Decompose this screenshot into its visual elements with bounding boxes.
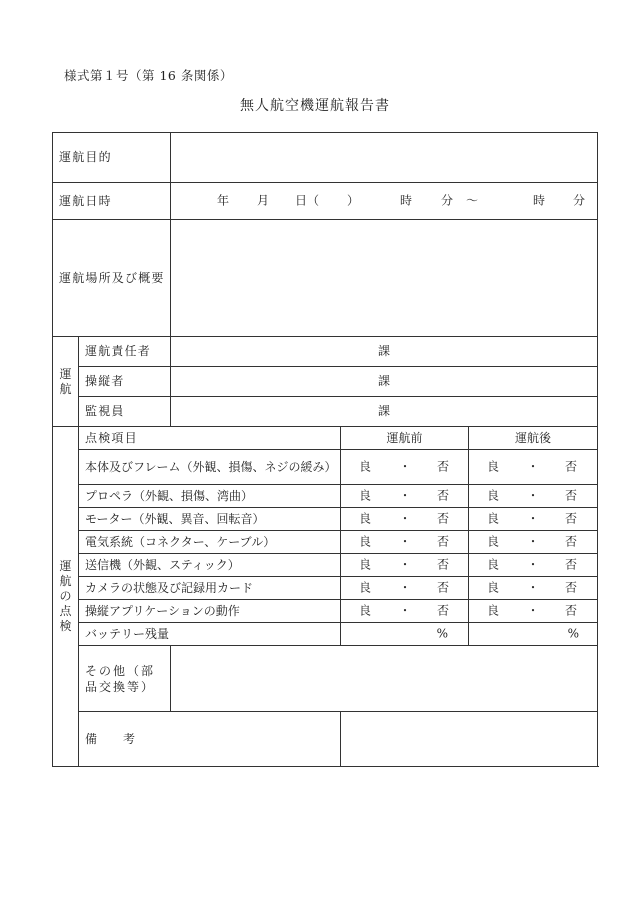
ng-option[interactable]: 否 [437, 580, 450, 595]
dept-unit: 課 [378, 404, 391, 418]
day-unit: 日（ [295, 193, 320, 208]
separator-dot: ・ [399, 557, 412, 572]
before-check-field[interactable] [341, 485, 469, 508]
purpose-label: 運航目的 [53, 133, 171, 183]
ng-option[interactable]: 否 [565, 459, 578, 474]
inspection-group-char: 点 [59, 604, 72, 618]
ng-option[interactable]: 否 [437, 534, 450, 549]
inspection-group-label [53, 427, 79, 767]
inspection-row [53, 508, 598, 531]
crew-role-label: 運航責任者 [79, 337, 171, 367]
before-check-field[interactable] [341, 531, 469, 554]
purpose-row [53, 133, 598, 183]
inspection-group-char: 運 [59, 559, 72, 573]
inspection-item-label: 送信機（外観、スティック） [79, 554, 341, 577]
datetime-row [53, 183, 598, 220]
minute-unit-start: 分 [441, 193, 454, 208]
inspection-row [53, 554, 598, 577]
crew-role-label: 操縦者 [79, 367, 171, 397]
ng-option[interactable]: 否 [565, 557, 578, 572]
ng-option[interactable]: 否 [565, 580, 578, 595]
ok-option[interactable]: 良 [487, 511, 500, 526]
page-title: 無人航空機運航報告書 [240, 98, 390, 114]
other-row [53, 646, 598, 712]
separator-dot: ・ [399, 488, 412, 503]
after-check-field[interactable] [469, 554, 598, 577]
ng-option[interactable]: 否 [565, 488, 578, 503]
inspection-item-label: 本体及びフレーム（外観、損傷、ネジの緩み） [79, 450, 341, 485]
separator-dot: ・ [527, 488, 540, 503]
report-form [52, 132, 598, 767]
ng-option[interactable]: 否 [565, 603, 578, 618]
ok-option[interactable]: 良 [487, 603, 500, 618]
crew-row [53, 397, 598, 427]
remarks-label: 備考 [79, 712, 341, 767]
before-check-field[interactable] [341, 600, 469, 623]
location-field[interactable] [171, 220, 598, 337]
purpose-field[interactable] [171, 133, 598, 183]
separator-dot: ・ [399, 580, 412, 595]
dept-unit: 課 [378, 374, 391, 388]
separator-dot: ・ [399, 534, 412, 549]
crew-role-label: 監視員 [79, 397, 171, 427]
inspection-item-label: カメラの状態及び記録用カード [79, 577, 341, 600]
inspection-row [53, 577, 598, 600]
inspection-item-label: プロペラ（外観、損傷、湾曲） [79, 485, 341, 508]
percent-unit: % [567, 626, 580, 641]
ok-option[interactable]: 良 [359, 580, 372, 595]
inspection-group-char: 航 [59, 574, 72, 588]
datetime-label: 運航日時 [53, 183, 171, 220]
other-field[interactable] [171, 646, 598, 712]
crew-row [53, 367, 598, 397]
crew-dept-field[interactable] [171, 367, 598, 397]
ok-option[interactable]: 良 [487, 557, 500, 572]
ok-option[interactable]: 良 [359, 459, 372, 474]
separator-dot: ・ [399, 511, 412, 526]
inspection-item-label: 操縦アプリケーションの動作 [79, 600, 341, 623]
separator-dot: ・ [527, 534, 540, 549]
other-label: その他（部品交換等） [79, 646, 171, 712]
month-unit: 月 [257, 193, 270, 208]
location-row [53, 220, 598, 337]
percent-unit: % [436, 626, 448, 641]
remarks-row [53, 712, 598, 767]
battery-row [53, 623, 598, 646]
crew-dept-field[interactable] [171, 337, 598, 367]
datetime-field[interactable] [171, 183, 598, 220]
battery-before-field[interactable] [341, 623, 469, 646]
separator-dot: ・ [527, 459, 540, 474]
ok-option[interactable]: 良 [359, 534, 372, 549]
year-unit: 年 [217, 193, 230, 208]
crew-group-label [53, 337, 79, 427]
ok-option[interactable]: 良 [359, 603, 372, 618]
after-check-field[interactable] [469, 600, 598, 623]
separator-dot: ・ [527, 603, 540, 618]
after-check-field[interactable] [469, 508, 598, 531]
ok-option[interactable]: 良 [359, 488, 372, 503]
crew-row [53, 337, 598, 367]
inspection-group-char: の [59, 589, 72, 603]
ok-option[interactable]: 良 [487, 534, 500, 549]
ok-option[interactable]: 良 [487, 459, 500, 474]
before-header: 運航前 [341, 427, 469, 450]
after-check-field[interactable] [469, 577, 598, 600]
inspection-row [53, 450, 598, 485]
dept-unit: 課 [378, 344, 391, 358]
hour-unit-start: 時 [400, 193, 413, 208]
after-check-field[interactable] [469, 485, 598, 508]
form-number: 様式第１号（第 16 条関係） [64, 68, 233, 83]
inspection-group-char: 検 [59, 619, 72, 633]
separator-dot: ・ [527, 557, 540, 572]
hour-unit-end: 時 [533, 193, 546, 208]
inspection-row [53, 600, 598, 623]
before-check-field[interactable] [341, 577, 469, 600]
ok-option[interactable]: 良 [359, 511, 372, 526]
ok-option[interactable]: 良 [487, 580, 500, 595]
before-check-field[interactable] [341, 450, 469, 485]
range-tilde: ～ [466, 193, 479, 208]
ng-option[interactable]: 否 [437, 603, 450, 618]
after-check-field[interactable] [469, 450, 598, 485]
location-label: 運航場所及び概要 [53, 220, 171, 337]
ng-option[interactable]: 否 [565, 511, 578, 526]
separator-dot: ・ [527, 580, 540, 595]
separator-dot: ・ [399, 603, 412, 618]
before-check-field[interactable] [341, 554, 469, 577]
inspection-header-row [53, 427, 598, 450]
remarks-field[interactable] [341, 712, 598, 767]
ok-option[interactable]: 良 [487, 488, 500, 503]
battery-after-field[interactable] [469, 623, 598, 646]
minute-unit-end: 分 [573, 193, 586, 208]
weekday-close: ） [347, 193, 360, 208]
before-check-field[interactable] [341, 508, 469, 531]
ok-option[interactable]: 良 [359, 557, 372, 572]
separator-dot: ・ [399, 459, 412, 474]
ng-option[interactable]: 否 [565, 534, 578, 549]
inspection-row [53, 531, 598, 554]
crew-group-char: 航 [59, 381, 72, 396]
separator-dot: ・ [527, 511, 540, 526]
battery-label: バッテリー残量 [79, 623, 341, 646]
inspection-row [53, 485, 598, 508]
inspection-item-header: 点検項目 [79, 427, 341, 450]
ng-option[interactable]: 否 [437, 511, 450, 526]
after-header: 運航後 [469, 427, 598, 450]
inspection-item-label: モーター（外観、異音、回転音） [79, 508, 341, 531]
after-check-field[interactable] [469, 531, 598, 554]
ng-option[interactable]: 否 [437, 557, 450, 572]
ng-option[interactable]: 否 [437, 488, 450, 503]
ng-option[interactable]: 否 [437, 459, 450, 474]
crew-dept-field[interactable] [171, 397, 598, 427]
crew-group-char: 運 [59, 366, 72, 381]
inspection-item-label: 電気系統（コネクター、ケーブル） [79, 531, 341, 554]
